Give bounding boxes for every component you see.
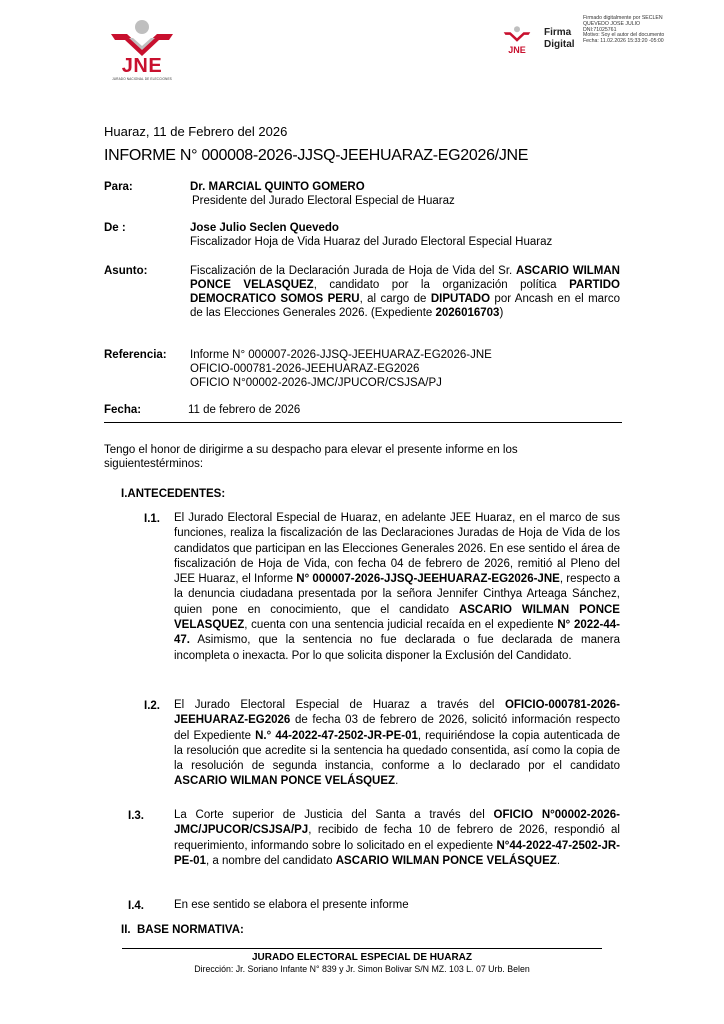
item-bold: ASCARIO WILMAN PONCE VELÁSQUEZ (174, 775, 396, 788)
item-text: El Jurado Electoral Especial de Huaraz a través del (174, 699, 505, 711)
para-value (190, 180, 620, 208)
item-text: , requiriéndose la copia autenticada de la resolución que acredite si la sentencia ha quedado consentida, así como la copia de la resolución de segunda instancia, conforme a lo declarado por el candidato (174, 729, 620, 773)
item-bold: OFICIO-000781-2026-JEEHUARAZ-EG2026 (174, 699, 620, 727)
referencia-line: OFICIO N°00002-2026-JMC/JPUCOR/CSJSA/PJ (190, 377, 442, 389)
signature-line: DNI:71025761 (583, 26, 617, 33)
item-text: , cuenta con una sentencia judicial recaída en el expediente (244, 619, 558, 632)
digital-line: Digital (544, 39, 575, 50)
logo-text: JNE (121, 55, 163, 77)
asunto-candidate: ASCARIO WILMAN PONCE VELASQUEZ (190, 265, 620, 291)
item-text: . (556, 854, 561, 867)
item-paragraph (174, 698, 620, 790)
asunto-office: DIPUTADO (430, 293, 491, 305)
fecha-label: Fecha: (104, 404, 142, 416)
footer-address: Dirección: Jr. Soriano Infante N° 839 y Jr. Simon Bolivar S/N MZ. 103 L. 07 Urb. Belen (194, 964, 530, 974)
jne-emblem-icon (502, 24, 532, 44)
item-number: I.3. (128, 810, 144, 822)
item-text: El Jurado Electoral Especial de Huaraz, en adelante JEE Huaraz, en el marco de sus funciones, realiza la fiscalización de las Declaraciones Juradas de Hoja de Vida de los candidatos que participan en las Elecciones Generales 2026. En ese sentido el área de fiscalización de Hoja de Vida, con fecha 04 de febrero de 2026, remitió al Pleno del JEE Huaraz, el Informe (174, 512, 620, 586)
signature-line: QUEVEDO JOSE JULIO (583, 20, 641, 27)
item-text: , a nombre del candidato (205, 854, 336, 867)
item-number: I.4. (128, 900, 144, 912)
item-bold: OFICIO N°00002-2026-JMC/JPUCOR/CSJSA/PJ (174, 809, 620, 837)
place-date: Huaraz, 11 de Febrero del 2026 (104, 124, 288, 139)
firma-digital-label (544, 27, 575, 51)
referencia-value (190, 348, 620, 390)
item-text: de fecha 03 de febrero de 2026, solicitó información respecto del Expediente (174, 714, 620, 742)
item-paragraph (174, 808, 620, 869)
jne-logo (104, 18, 180, 90)
item-bold: N.° 44-2022-47-2502-JR-PE-01 (255, 729, 418, 742)
asunto-value (190, 264, 620, 320)
asunto-text: Fiscalización de la Declaración Jurada de Hoja de Vida del Sr. (190, 265, 516, 277)
referencia-line: OFICIO-000781-2026-JEEHUARAZ-EG2026 (190, 363, 420, 375)
asunto-label: Asunto: (104, 265, 148, 277)
footer-title: JURADO ELECTORAL ESPECIAL DE HUARAZ (251, 952, 473, 963)
para-role: Presidente del Jurado Electoral Especial de Huaraz (192, 195, 455, 207)
item-bold: N° 2022-44-47. (174, 619, 620, 647)
item-bold: ASCARIO WILMAN PONCE VELÁSQUEZ (335, 854, 557, 867)
item-number: I.1. (144, 513, 160, 525)
firma-line: Firma (544, 27, 572, 38)
de-value (190, 221, 620, 249)
asunto-text: ) (499, 307, 504, 319)
de-role: Fiscalizador Hoja de Vida Huaraz del Jurado Electoral Especial Huaraz (190, 236, 553, 248)
item-text: , recibido de fecha 10 de febrero de 2026, respondió al requerimiento, informando sobre lo solicitado en el expediente (174, 824, 620, 852)
signature-line: Fecha: 11.02.2026 15:33:20 -05:00 (583, 38, 664, 45)
signature-line: Firmado digitalmente por SECLEN (583, 15, 663, 21)
signature-logo-text: JNE (508, 45, 526, 55)
item-text: La Corte superior de Justicia del Santa a través del (174, 809, 494, 821)
para-label: Para: (104, 181, 133, 193)
asunto-text: , al cargo de (359, 293, 431, 305)
section-base-normativa-title: II. BASE NORMATIVA: (121, 924, 244, 936)
intro-paragraph: Tengo el honor de dirigirme a su despacho para elevar el presente informe en los siguientestérminos: (104, 444, 518, 470)
item-text: Asimismo, que la sentencia no fue declarada o fue declarada de manera incompleta o inexacta. Por lo que solicita disponer la Exclusión del Candidato. (174, 634, 620, 662)
signature-info (583, 16, 664, 45)
digital-signature (500, 16, 722, 56)
referencia-label: Referencia: (104, 349, 167, 361)
signature-line: Motivo: Soy el autor del documento (583, 32, 665, 39)
item-text: . (395, 775, 399, 788)
asunto-text: , candidato por la organización política (313, 279, 570, 291)
item-paragraph: En ese sentido se elabora el presente informe (174, 899, 409, 911)
header-divider (104, 422, 622, 423)
report-title: INFORME N° 000008-2026-JJSQ-JEEHUARAZ-EG2026/JNE (104, 147, 529, 164)
referencia-line: Informe N° 000007-2026-JJSQ-JEEHUARAZ-EG2026-JNE (190, 349, 492, 361)
de-name: Jose Julio Seclen Quevedo (190, 222, 339, 234)
asunto-expediente: 2026016703 (435, 307, 500, 319)
item-bold: N°44-2022-47-2502-JR-PE-01 (174, 839, 620, 867)
para-name: Dr. MARCIAL QUINTO GOMERO (190, 181, 365, 193)
item-bold: ASCARIO WILMAN PONCE VELASQUEZ (174, 603, 620, 632)
de-label: De : (104, 222, 126, 234)
section-antecedentes-title: I.ANTECEDENTES: (121, 488, 226, 500)
item-number: I.2. (144, 700, 160, 712)
jne-emblem-icon (107, 18, 177, 58)
signature-logo (500, 24, 534, 58)
asunto-party: PARTIDO DEMOCRATICO SOMOS PERU (190, 279, 620, 305)
item-bold: N° 000007-2026-JJSQ-JEEHUARAZ-EG2026-JNE (296, 573, 560, 586)
item-text: , respecto a la denuncia ciudadana presentada por la señora Jennifer Cinthya Arteaga Sánchez, quien pone en conocimiento, que el candidato (174, 573, 621, 616)
item-paragraph (174, 511, 620, 664)
logo-subtext: JURADO NACIONAL DE ELECCIONES (112, 77, 172, 81)
fecha-value: 11 de febrero de 2026 (188, 404, 301, 416)
asunto-text: por Ancash en el marco de las Elecciones Generales 2026. (Expediente (190, 293, 621, 319)
footer-divider (122, 948, 602, 949)
